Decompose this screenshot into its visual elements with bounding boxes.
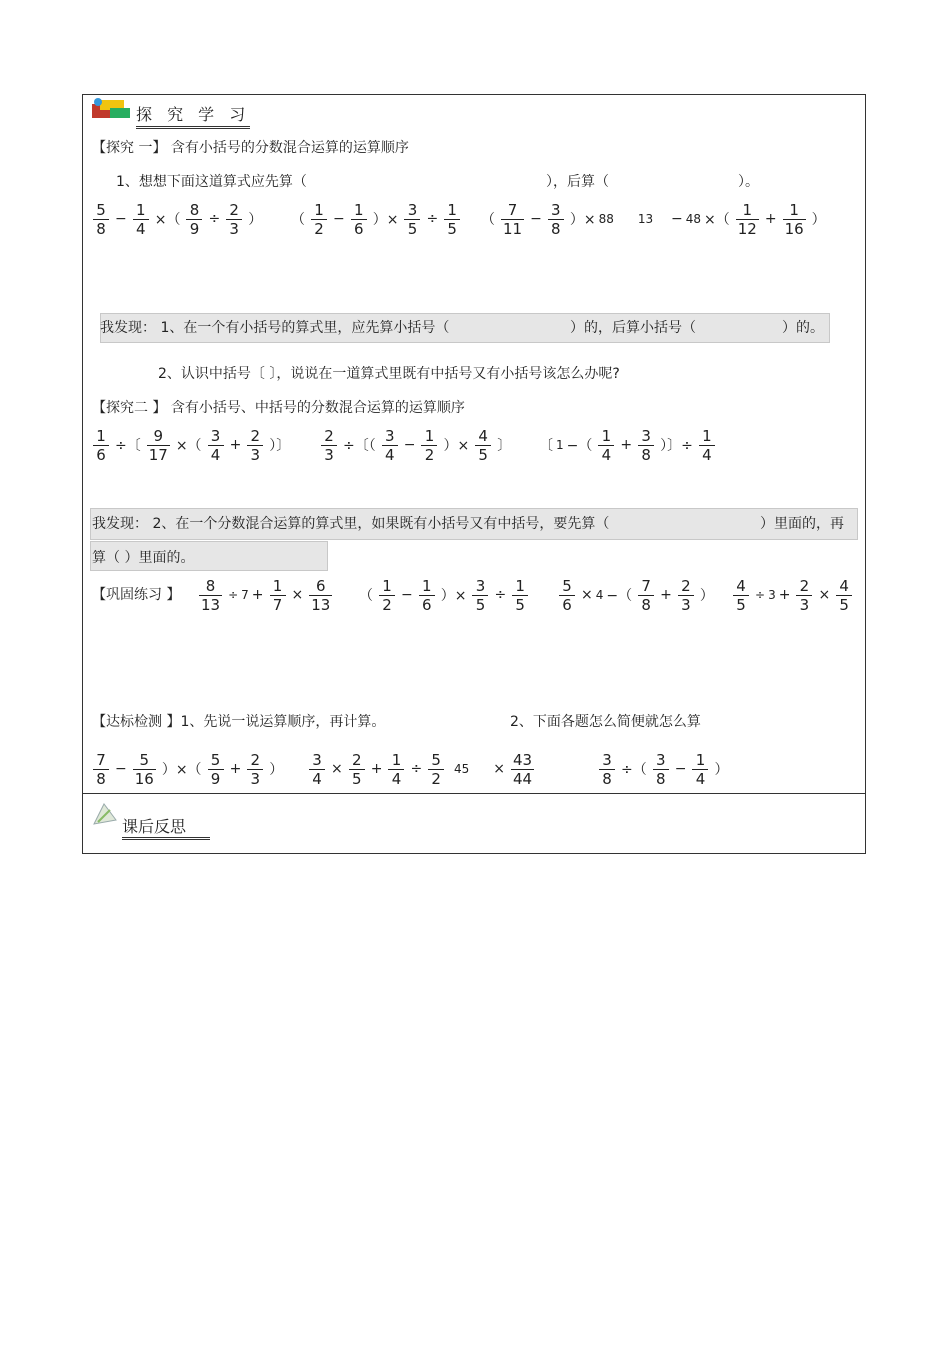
discovery-1-b: ）的，后算小括号（ bbox=[570, 320, 696, 336]
equation-6: 2 3 ÷〔（ 3 4 − 1 2 ）× 4 5 〕 bbox=[318, 423, 514, 467]
explore1-q1-a: 1、想想下面这道算式应先算（ bbox=[116, 174, 307, 190]
equation-12: 7 8 − 5 16 ）×（ 5 9 + 2 3 ） bbox=[90, 747, 286, 791]
explore2-label: 【探究二 】 含有小括号、中括号的分数混合运算的运算顺序 bbox=[92, 400, 465, 416]
equation-15: 3 8 ÷（ 3 8 − 1 4 ） bbox=[596, 747, 731, 791]
test-label-2: 2、下面各题怎么简便就怎么算 bbox=[510, 714, 701, 730]
discovery-2-b: ）里面的，再 bbox=[760, 516, 844, 532]
practice-label: 【巩固练习 】 bbox=[92, 587, 181, 603]
equation-11: 4 5 ÷ 3 + 2 3 × 4 5 bbox=[730, 573, 855, 617]
test-label: 【达标检测 】1、先说一说运算顺序，再计算。 bbox=[92, 714, 386, 730]
explore1-q2: 2、认识中括号〔 〕，说说在一道算式里既有中括号又有小括号该怎么办呢? bbox=[158, 366, 620, 382]
equation-9: （ 1 2 − 1 6 ）× 3 5 ÷ 1 5 bbox=[356, 573, 531, 617]
discovery-1-c: ）的。 bbox=[782, 320, 824, 336]
equation-2: （ 1 2 − 1 6 ）× 3 5 ÷ 1 5 bbox=[288, 197, 463, 241]
discovery-2-a: 我发现： 2、在一个分数混合运算的算式里，如果既有小括号又有中括号，要先算（ bbox=[92, 516, 610, 532]
explore1-q1-c: ）。 bbox=[738, 174, 759, 190]
explore1-label: 【探究 一】 含有小括号的分数混合运算的运算顺序 bbox=[92, 140, 409, 156]
page-title: 探 究 学 习 bbox=[136, 102, 250, 129]
discovery-1-a: 我发现： 1、在一个有小括号的算式里，应先算小括号（ bbox=[100, 320, 450, 336]
equation-13: 3 4 × 2 5 + 1 4 ÷ 5 2 bbox=[306, 747, 447, 791]
header-decoration-icon bbox=[90, 96, 134, 122]
equation-5: 1 6 ÷〔 9 17 ×（ 3 4 + 2 3 ）〕 bbox=[90, 423, 293, 467]
equation-4: − 48 ×（ 1 12 + 1 16 ） bbox=[671, 200, 826, 238]
equation-10: 5 6 × 4 −（ 7 8 + 2 3 ） bbox=[556, 573, 717, 617]
equation-14: 45 × 43 44 bbox=[454, 750, 533, 788]
section-divider bbox=[82, 793, 866, 794]
reflection-title: 课后反思 bbox=[122, 814, 210, 840]
reflection-decoration-icon bbox=[90, 800, 120, 828]
equation-3: （ 7 11 − 3 8 ）× 88 13 bbox=[481, 200, 654, 238]
equation-1: 5 8 − 1 4 ×（ 8 9 ÷ 2 3 ） bbox=[90, 197, 265, 241]
equation-7: 〔 1 −（ 1 4 + 3 8 ）〕÷ 1 4 bbox=[536, 423, 718, 467]
discovery-2-c: 算（ ）里面的。 bbox=[92, 550, 195, 566]
equation-8: 8 13 ÷ 7 + 1 7 × 6 13 bbox=[201, 576, 331, 614]
explore1-q1-b: ），后算（ bbox=[546, 174, 609, 190]
